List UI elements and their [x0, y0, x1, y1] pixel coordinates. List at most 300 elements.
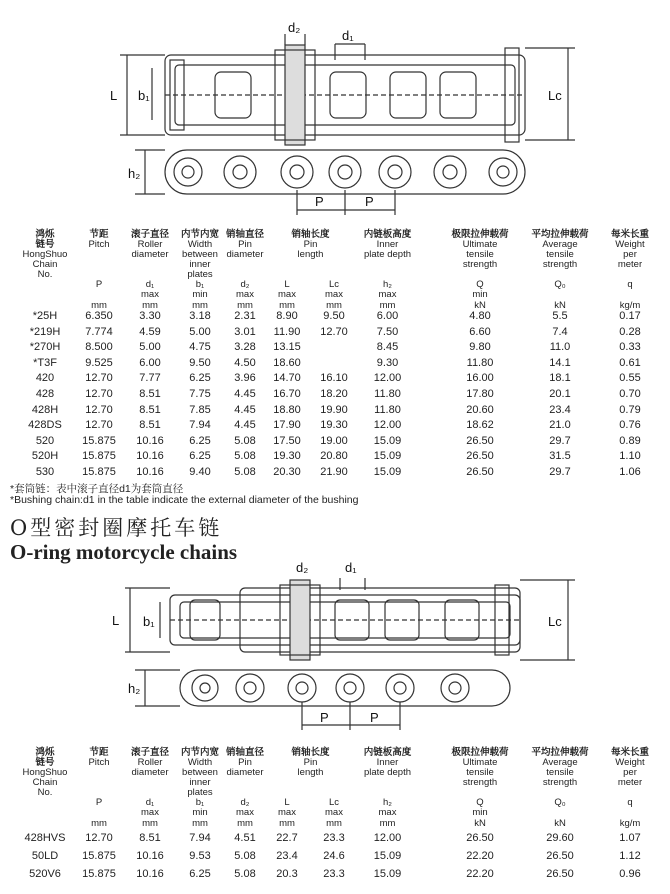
- top-header-3-cn: 内节内宽: [180, 229, 219, 240]
- oring-unit-9: kg/m: [619, 818, 641, 829]
- oring-row-1-col-0: 50LD: [31, 850, 59, 862]
- oring-sym-4: d₂: [240, 797, 250, 808]
- top-row-9-col-9: 31.5: [549, 450, 571, 463]
- top-row-1-col-0: *219H: [29, 325, 61, 338]
- P-label-1: P: [315, 194, 324, 209]
- d1-label: d₁: [342, 28, 354, 43]
- top-row-7-col-8: 18.62: [466, 419, 494, 432]
- top-sym2-6: max: [378, 289, 397, 300]
- top-row-2-col-8: 9.80: [469, 341, 491, 354]
- top-row-1-col-9: 7.4: [552, 325, 568, 338]
- oring-header-4-en2: diameter: [226, 767, 264, 778]
- oring-row-2-col-3: 6.25: [189, 868, 211, 880]
- oring-header-0-en2: Chain: [32, 777, 58, 788]
- top-row-5-col-1: 12.70: [85, 388, 113, 400]
- top-row-3-col-0: *T3F: [33, 356, 57, 369]
- oring-header-7-en2: tensile: [466, 767, 494, 778]
- top-row-1-col-3: 5.00: [189, 325, 211, 338]
- top-row-8-col-3: 6.25: [189, 434, 211, 447]
- top-row-4-col-5: 14.70: [273, 372, 301, 385]
- oring-sym2-4: max: [236, 807, 254, 818]
- top-row-9-col-10: 1.10: [619, 450, 641, 463]
- top-row-8-col-2: 10.16: [136, 434, 164, 447]
- oring-row-2-col-10: 0.96: [619, 868, 641, 880]
- top-row-9-col-0: 520H: [31, 450, 59, 463]
- top-sym-1: P: [95, 279, 103, 290]
- oring-sym-5-sym2: max: [278, 807, 296, 818]
- top-row-4-col-1: 12.70: [85, 372, 113, 385]
- oring-title-cn: O型密封圈摩托车链: [10, 516, 223, 540]
- oring-row-0-col-0: 428HVS: [24, 832, 66, 844]
- top-row-1-col-1: 7.774: [85, 325, 113, 338]
- top-row-6-col-9: 23.4: [549, 403, 571, 416]
- top-header-9-en: Weight: [615, 239, 645, 250]
- top-header-2-en: Roller: [137, 239, 163, 250]
- top-header-0-en: HongShuo: [22, 249, 68, 260]
- top-row-10-col-0: 530: [35, 466, 55, 478]
- oring-header-3-cn: 内节内宽: [180, 747, 219, 758]
- top-row-8-col-5: 17.50: [273, 434, 301, 447]
- top-row-8-col-0: 520: [35, 434, 55, 447]
- top-row-2-col-10: 0.33: [619, 341, 641, 354]
- top-row-8-col-10: 0.89: [619, 434, 641, 447]
- top-row-9-col-6: 20.80: [320, 450, 348, 463]
- oring-header-7-en: Ultimate: [462, 757, 498, 768]
- top-row-7-col-1: 12.70: [85, 419, 113, 432]
- top-sym-8: Q₀: [554, 279, 566, 290]
- oring-sym-5-sym_b2: max: [325, 807, 343, 818]
- top-row-0-col-10: 0.17: [619, 310, 641, 322]
- oring-row-2-col-2: 10.16: [136, 868, 164, 880]
- oring-unit-5: mm: [279, 818, 295, 829]
- top-header-5-en2: length: [297, 249, 324, 260]
- top-row-6-col-8: 20.60: [466, 403, 494, 416]
- oring-row-0-col-5: 22.7: [276, 832, 298, 844]
- top-row-5-col-7: 11.80: [374, 388, 401, 400]
- top-row-3-col-10: 0.61: [619, 356, 641, 369]
- oring-unit-6: mm: [379, 818, 396, 829]
- top-row-2-col-5: 13.15: [273, 341, 301, 354]
- oring-header-1-cn: 节距: [89, 747, 109, 758]
- oring-row-2-col-1: 15.875: [82, 868, 116, 880]
- oring-header-2-en2: diameter: [131, 767, 169, 778]
- top-row-2-col-2: 5.00: [139, 341, 161, 354]
- top-row-6-col-3: 7.85: [189, 403, 211, 416]
- top-header-4-en: Pin: [238, 239, 252, 250]
- oring-sym2-3: min: [192, 807, 208, 818]
- oring-header-9-en3: meter: [617, 777, 643, 788]
- top-row-8-col-4: 5.08: [234, 434, 256, 447]
- top-row-10-col-10: 1.06: [619, 466, 641, 478]
- top-unit-7: kN: [474, 300, 486, 311]
- oring-unit-8: kN: [554, 818, 566, 829]
- top-header-7-en2: tensile: [466, 249, 494, 260]
- top-header-9-cn: 每米长重: [610, 229, 649, 240]
- top-header-1-cn: 节距: [89, 229, 109, 240]
- oring-unit-7: kN: [474, 818, 486, 829]
- oring-Lc-label: Lc: [548, 614, 562, 629]
- top-row-0-col-3: 3.18: [189, 310, 211, 322]
- top-row-9-col-2: 10.16: [136, 450, 164, 463]
- oring-row-0-col-3: 7.94: [189, 832, 211, 844]
- oring-sym2-7: min: [472, 807, 488, 818]
- top-row-7-col-0: 428DS: [28, 419, 62, 432]
- top-sym2-4: max: [236, 289, 254, 300]
- top-header-6-en2: plate depth: [363, 249, 411, 260]
- top-header-3-en3: inner: [189, 259, 211, 270]
- oring-d1-label: d₁: [345, 560, 357, 575]
- oring-header-5-en: Pin: [303, 757, 318, 768]
- top-row-10-col-3: 9.40: [189, 466, 211, 478]
- top-row-7-col-3: 7.94: [189, 419, 211, 432]
- top-row-9-col-8: 26.50: [466, 450, 494, 463]
- top-row-3-col-7: 9.30: [376, 356, 399, 369]
- oring-row-2-col-4: 5.08: [234, 868, 256, 880]
- top-row-1-col-6: 12.70: [320, 325, 348, 338]
- oring-header-8-cn: 平均拉伸载荷: [531, 747, 589, 758]
- oring-header-0-cn: 鸿烁: [35, 747, 55, 758]
- top-row-0-col-4: 2.31: [234, 310, 256, 322]
- top-header-0-cn2: 链号: [35, 239, 55, 250]
- oring-row-1-col-5: 23.4: [276, 850, 298, 862]
- oring-sym-7: Q: [476, 797, 484, 808]
- oring-header-9-cn: 每米长重: [610, 747, 649, 758]
- oring-row-2-col-5: 20.3: [276, 868, 298, 880]
- top-row-9-col-3: 6.25: [189, 450, 211, 463]
- top-sym-4: d₂: [240, 279, 250, 290]
- top-row-6-col-2: 8.51: [139, 403, 161, 416]
- oring-header-8-en: Average: [542, 757, 578, 768]
- oring-header-8-en3: strength: [542, 777, 578, 788]
- top-row-7-col-4: 4.45: [234, 419, 256, 432]
- oring-row-1-col-4: 5.08: [234, 850, 256, 862]
- oring-sym-2: d₁: [145, 797, 155, 808]
- top-row-4-col-8: 16.00: [466, 372, 494, 385]
- top-row-10-col-2: 10.16: [136, 466, 164, 478]
- top-sym-5-sym_b2: max: [325, 289, 343, 300]
- top-unit-9: kg/m: [619, 300, 641, 311]
- top-row-5-col-5: 16.70: [273, 388, 301, 400]
- top-header-4-cn: 销轴直径: [225, 229, 264, 240]
- top-row-1-col-8: 6.60: [469, 325, 491, 338]
- top-header-7-en3: strength: [462, 259, 498, 270]
- b1-label: b₁: [138, 88, 150, 103]
- top-row-4-col-6: 16.10: [320, 372, 348, 385]
- oring-row-0-col-8: 26.50: [466, 832, 494, 844]
- oring-header-3-en4: plates: [187, 787, 213, 798]
- top-row-4-col-3: 6.25: [189, 372, 211, 385]
- top-header-2-cn: 滚子直径: [130, 229, 169, 240]
- oring-header-0-en3: No.: [37, 787, 53, 798]
- top-row-8-col-7: 15.09: [373, 434, 402, 447]
- top-row-10-col-7: 15.09: [373, 466, 402, 478]
- oring-row-0-col-9: 29.60: [546, 832, 574, 844]
- top-row-8-col-6: 19.00: [320, 434, 348, 447]
- top-row-0-col-7: 6.00: [376, 310, 399, 322]
- top-row-1-col-7: 7.50: [376, 325, 399, 338]
- top-row-9-col-1: 15.875: [82, 450, 116, 463]
- top-row-0-col-0: *25H: [32, 310, 58, 322]
- top-header-1-en: Pitch: [88, 239, 110, 250]
- oring-row-0-col-7: 12.00: [373, 832, 402, 844]
- top-header-0-cn: 鸿烁: [35, 229, 55, 240]
- oring-header-3-en: Width: [187, 757, 213, 768]
- top-sym-6: h₂: [383, 279, 392, 290]
- top-header-7-cn: 极限拉伸载荷: [451, 229, 509, 240]
- top-header-5-en: Pin: [303, 239, 318, 250]
- top-row-10-col-1: 15.875: [82, 466, 116, 478]
- oring-unit-5-b: mm: [326, 818, 342, 829]
- top-row-7-col-5: 17.90: [273, 419, 301, 432]
- top-row-9-col-5: 19.30: [273, 450, 301, 463]
- oring-header-0-en: HongShuo: [22, 767, 68, 778]
- top-unit-2: mm: [142, 300, 158, 311]
- oring-row-0-col-2: 8.51: [139, 832, 161, 844]
- oring-row-1-col-8: 22.20: [466, 850, 494, 862]
- oring-header-3-en2: between: [182, 767, 218, 778]
- top-row-3-col-4: 4.50: [234, 356, 256, 369]
- top-row-9-col-7: 15.09: [373, 450, 402, 463]
- oring-P-label-2: P: [370, 710, 379, 725]
- oring-row-1-col-2: 10.16: [136, 850, 164, 862]
- oring-row-0-col-10: 1.07: [619, 832, 641, 844]
- top-sym2-7: min: [472, 289, 488, 300]
- oring-sym-5-sym: L: [284, 797, 290, 808]
- top-sym2-3: min: [192, 289, 208, 300]
- oring-chain-diagram: [0, 550, 670, 730]
- top-header-0-en2: Chain: [32, 259, 58, 270]
- oring-row-1-col-10: 1.12: [619, 850, 641, 862]
- oring-header-8-en2: tensile: [546, 767, 574, 778]
- top-header-6-cn: 内链板高度: [363, 229, 412, 240]
- oring-row-1-col-7: 15.09: [373, 850, 402, 862]
- top-header-9-en3: meter: [617, 259, 643, 270]
- top-row-2-col-4: 3.28: [234, 341, 256, 354]
- top-header-3-en2: between: [182, 249, 218, 260]
- oring-header-5-en2: length: [297, 767, 324, 778]
- top-header-0-en3: No.: [37, 269, 53, 280]
- oring-header-0-cn2: 链号: [35, 757, 55, 768]
- top-row-5-col-0: 428: [35, 388, 55, 400]
- top-row-3-col-5: 18.60: [273, 356, 301, 369]
- top-row-0-col-8: 4.80: [469, 310, 491, 322]
- top-row-6-col-4: 4.45: [234, 403, 256, 416]
- top-header-8-en2: tensile: [546, 249, 574, 260]
- oring-header-9-en2: per: [623, 767, 637, 778]
- top-row-6-col-1: 12.70: [85, 403, 113, 416]
- top-row-5-col-8: 17.80: [466, 388, 494, 400]
- oring-unit-3: mm: [192, 818, 208, 829]
- oring-row-2-col-0: 520V6: [29, 868, 61, 880]
- oring-header-9-en: Weight: [615, 757, 645, 768]
- oring-header-6-cn: 内链板高度: [363, 747, 412, 758]
- top-row-6-col-6: 19.90: [320, 403, 348, 416]
- top-unit-4: mm: [237, 300, 253, 311]
- top-row-7-col-7: 12.00: [373, 419, 402, 432]
- top-row-5-col-6: 18.20: [320, 388, 348, 400]
- top-row-4-col-7: 12.00: [373, 372, 402, 385]
- top-row-5-col-2: 8.51: [139, 388, 161, 400]
- oring-header-4-cn: 销轴直径: [225, 747, 264, 758]
- oring-header-1-en: Pitch: [88, 757, 110, 768]
- top-row-4-col-10: 0.55: [619, 372, 641, 385]
- oring-row-1-col-3: 9.53: [189, 850, 211, 862]
- top-row-1-col-10: 0.28: [619, 325, 641, 338]
- top-header-5-cn: 销轴长度: [291, 229, 330, 240]
- top-row-0-col-5: 8.90: [276, 310, 298, 322]
- top-header-7-en: Ultimate: [462, 239, 498, 250]
- oring-row-0-col-1: 12.70: [85, 832, 113, 844]
- top-row-8-col-8: 26.50: [466, 434, 494, 447]
- oring-unit-4: mm: [237, 818, 253, 829]
- top-unit-8: kN: [554, 300, 566, 311]
- top-header-2-en2: diameter: [131, 249, 169, 260]
- oring-row-2-col-9: 26.50: [546, 868, 574, 880]
- top-row-5-col-9: 20.1: [549, 388, 571, 400]
- top-unit-5-b: mm: [326, 300, 342, 311]
- top-row-0-col-2: 3.30: [139, 310, 161, 322]
- top-sym-9: q: [627, 279, 633, 290]
- top-row-6-col-7: 11.80: [374, 403, 401, 416]
- top-header-4-en2: diameter: [226, 249, 264, 260]
- top-row-0-col-9: 5.5: [552, 310, 568, 322]
- top-row-8-col-9: 29.7: [549, 434, 571, 447]
- top-row-7-col-2: 8.51: [139, 419, 161, 432]
- oring-header-4-en: Pin: [238, 757, 252, 768]
- top-row-10-col-8: 26.50: [466, 466, 494, 478]
- top-row-4-col-9: 18.1: [549, 372, 571, 385]
- top-row-10-col-6: 21.90: [320, 466, 348, 478]
- top-row-3-col-1: 9.525: [85, 356, 113, 369]
- top-unit-3: mm: [192, 300, 208, 311]
- oring-sym-1: P: [95, 797, 103, 808]
- top-header-8-cn: 平均拉伸载荷: [531, 229, 589, 240]
- top-row-4-col-4: 3.96: [234, 372, 256, 385]
- top-row-3-col-9: 14.1: [549, 356, 571, 369]
- top-row-2-col-3: 4.75: [189, 341, 211, 354]
- oring-P-label-1: P: [320, 710, 329, 725]
- top-unit-1: mm: [91, 300, 107, 311]
- oring-unit-2: mm: [142, 818, 158, 829]
- oring-sym2-2: max: [141, 807, 159, 818]
- P-label-2: P: [365, 194, 374, 209]
- top-row-0-col-1: 6.350: [85, 310, 113, 322]
- top-row-1-col-4: 3.01: [234, 325, 256, 338]
- oring-header-7-cn: 极限拉伸载荷: [451, 747, 509, 758]
- oring-header-5-cn: 销轴长度: [291, 747, 330, 758]
- top-sym2-2: max: [141, 289, 159, 300]
- top-row-7-col-10: 0.76: [619, 419, 641, 432]
- oring-row-2-col-6: 23.3: [323, 868, 345, 880]
- oring-sym-6: h₂: [383, 797, 392, 808]
- top-chain-diagram: [0, 0, 670, 225]
- oring-row-1-col-9: 26.50: [546, 850, 574, 862]
- oring-b1-label: b₁: [143, 614, 155, 629]
- oring-header-2-cn: 滚子直径: [130, 747, 169, 758]
- oring-L-label: L: [112, 613, 120, 628]
- oring-row-1-col-1: 15.875: [82, 850, 116, 862]
- oring-row-2-col-7: 15.09: [373, 868, 402, 880]
- top-row-7-col-9: 21.0: [549, 419, 571, 432]
- oring-header-3-en3: inner: [189, 777, 211, 788]
- top-row-3-col-3: 9.50: [189, 356, 211, 369]
- oring-header-2-en: Roller: [137, 757, 163, 768]
- top-row-1-col-5: 11.90: [273, 325, 301, 338]
- top-row-2-col-9: 11.0: [549, 341, 571, 354]
- oring-row-0-col-6: 23.3: [323, 832, 345, 844]
- oring-sym2-6: max: [378, 807, 397, 818]
- top-row-6-col-10: 0.79: [619, 403, 641, 416]
- Lc-label: Lc: [548, 88, 562, 103]
- top-row-5-col-4: 4.45: [234, 388, 256, 400]
- top-unit-6: mm: [379, 300, 396, 311]
- top-sym-5-sym: L: [284, 279, 290, 290]
- oring-sym-3: b₁: [195, 797, 205, 808]
- oring-sym-9: q: [627, 797, 633, 808]
- note-cn: *套筒链：表中滚子直径d1为套筒直径: [10, 483, 184, 495]
- oring-h2-label: h₂: [128, 681, 141, 696]
- oring-sym-5-sym_b: Lc: [328, 797, 340, 808]
- top-row-5-col-10: 0.70: [619, 388, 641, 400]
- top-sym-3: b₁: [195, 279, 205, 290]
- top-row-4-col-2: 7.77: [139, 372, 161, 385]
- top-row-9-col-4: 5.08: [234, 450, 256, 463]
- top-row-4-col-0: 420: [35, 372, 55, 385]
- oring-row-0-col-4: 4.51: [234, 832, 256, 844]
- oring-row-1-col-6: 24.6: [323, 850, 345, 862]
- h2-label: h₂: [128, 166, 141, 181]
- top-row-10-col-5: 20.30: [273, 466, 301, 478]
- top-header-9-en2: per: [623, 249, 637, 260]
- top-header-8-en: Average: [542, 239, 578, 250]
- top-row-1-col-2: 4.59: [139, 325, 161, 338]
- top-row-5-col-3: 7.75: [189, 388, 211, 400]
- top-header-6-en: Inner: [376, 239, 399, 250]
- top-header-3-en4: plates: [187, 269, 213, 280]
- top-row-10-col-4: 5.08: [234, 466, 256, 478]
- top-row-0-col-6: 9.50: [323, 310, 345, 322]
- top-unit-5: mm: [279, 300, 295, 311]
- top-sym-7: Q: [476, 279, 484, 290]
- oring-header-6-en2: plate depth: [363, 767, 411, 778]
- oring-sym-8: Q₀: [554, 797, 566, 808]
- oring-d2-label: d₂: [296, 560, 309, 575]
- top-row-6-col-5: 18.80: [273, 403, 301, 416]
- top-row-2-col-0: *270H: [29, 341, 61, 354]
- top-row-2-col-1: 8.500: [85, 341, 113, 354]
- oring-header-6-en: Inner: [376, 757, 399, 768]
- d2-label: d₂: [288, 20, 301, 35]
- top-sym-2: d₁: [145, 279, 155, 290]
- top-sym-5-sym_b: Lc: [328, 279, 340, 290]
- oring-unit-1: mm: [91, 818, 107, 829]
- oring-row-2-col-8: 22.20: [466, 868, 494, 880]
- top-row-3-col-2: 6.00: [139, 356, 161, 369]
- top-row-10-col-9: 29.7: [549, 466, 571, 478]
- top-row-7-col-6: 19.30: [320, 419, 348, 432]
- top-sym-5-sym2: max: [278, 289, 296, 300]
- L-label: L: [110, 88, 118, 103]
- top-row-2-col-7: 8.45: [376, 341, 399, 354]
- top-header-3-en: Width: [187, 239, 213, 250]
- note-en: *Bushing chain:d1 in the table indicate the external diameter of the bushing: [10, 494, 359, 506]
- top-row-3-col-8: 11.80: [466, 356, 494, 369]
- top-row-8-col-1: 15.875: [82, 434, 116, 447]
- oring-title-en: O-ring motorcycle chains: [10, 540, 238, 564]
- top-row-6-col-0: 428H: [31, 403, 59, 416]
- top-header-8-en3: strength: [542, 259, 578, 270]
- oring-header-7-en3: strength: [462, 777, 498, 788]
